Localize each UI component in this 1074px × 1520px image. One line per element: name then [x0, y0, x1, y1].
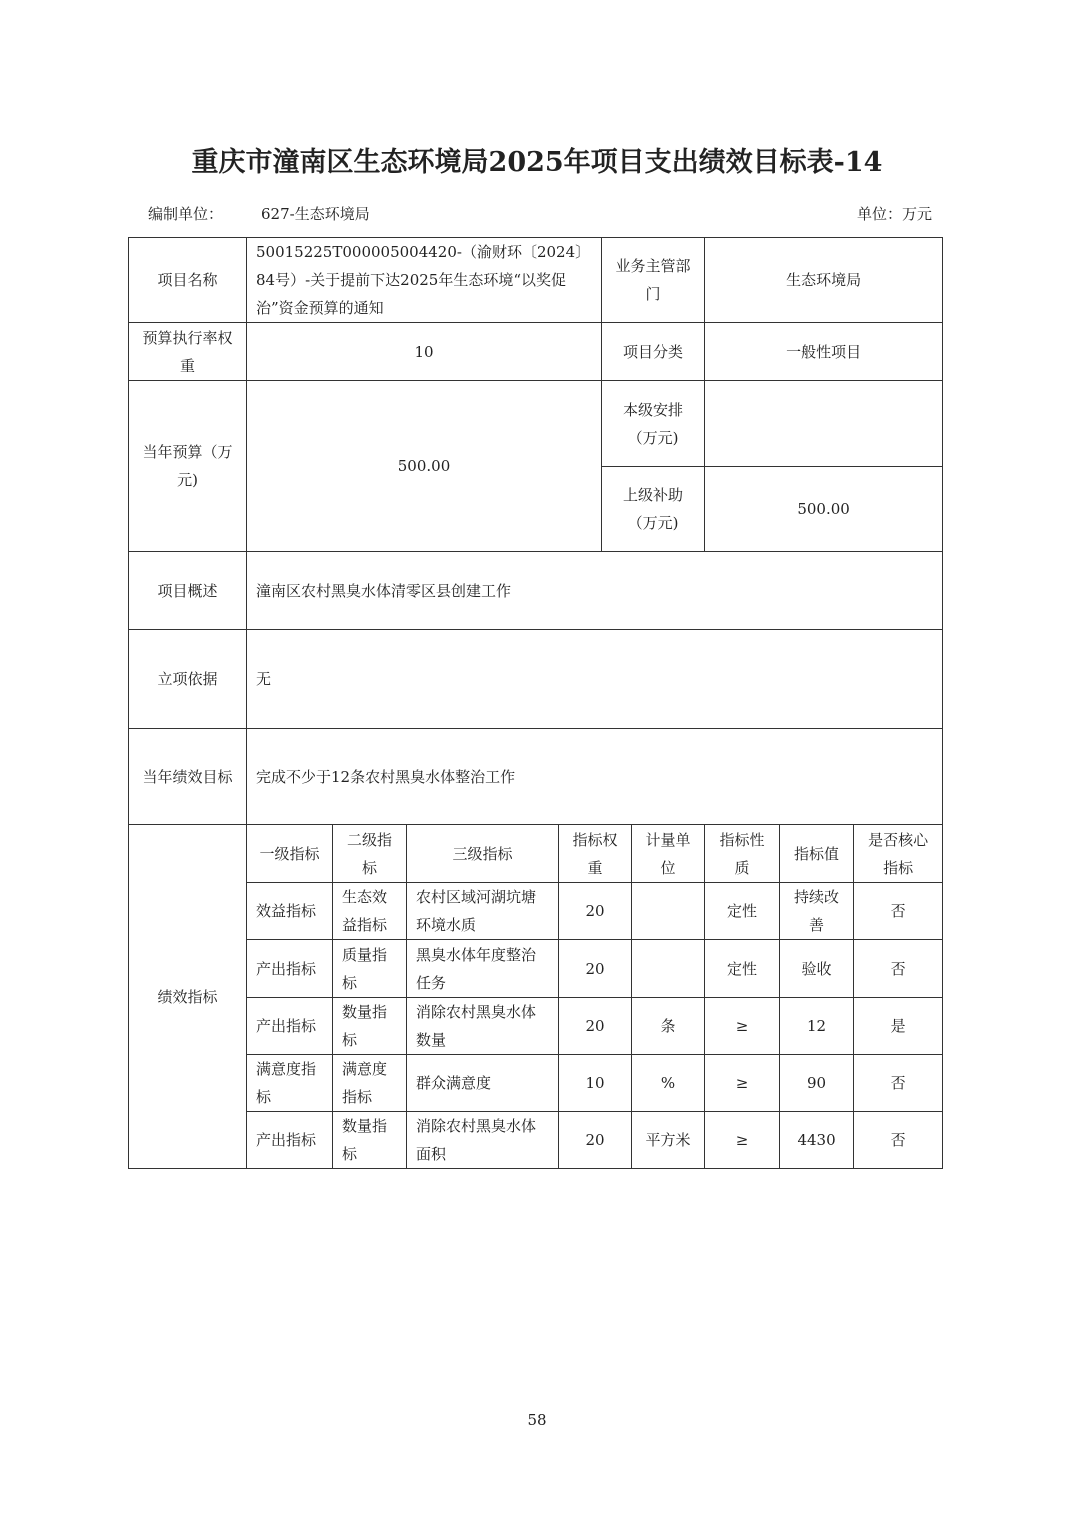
dept-value: 生态环境局	[705, 238, 943, 323]
header-core: 是否核心指标	[854, 825, 943, 883]
budget-value: 500.00	[247, 381, 602, 552]
value-cell: 90	[780, 1055, 854, 1112]
level1-cell: 满意度指标	[247, 1055, 333, 1112]
page-number: 58	[527, 1411, 547, 1429]
overview-value: 潼南区农村黑臭水体清零区县创建工作	[247, 552, 943, 630]
header-level2: 二级指标	[333, 825, 407, 883]
nature-cell: 定性	[705, 883, 780, 940]
level2-cell: 质量指标	[333, 940, 407, 998]
level3-cell: 农村区域河湖坑塘环境水质	[407, 883, 559, 940]
indicator-section-label: 绩效指标	[129, 825, 247, 1169]
value-cell: 4430	[780, 1112, 854, 1169]
nature-cell: 定性	[705, 940, 780, 998]
dept-label: 业务主管部门	[602, 238, 705, 323]
core-cell: 是	[854, 998, 943, 1055]
level3-cell: 消除农村黑臭水体面积	[407, 1112, 559, 1169]
nature-cell: ≥	[705, 998, 780, 1055]
indicator-header-row	[129, 825, 943, 883]
level3-cell: 消除农村黑臭水体数量	[407, 998, 559, 1055]
project-name-row	[129, 238, 943, 323]
weight-cell: 20	[559, 1112, 632, 1169]
budget-label: 当年预算（万元)	[129, 381, 247, 552]
table-row	[129, 883, 943, 940]
table-row	[129, 940, 943, 998]
budget-row-local	[129, 381, 943, 467]
level1-cell: 效益指标	[247, 883, 333, 940]
goal-value: 完成不少于12条农村黑臭水体整治工作	[247, 729, 943, 825]
upper-subsidy-label: 上级补助（万元)	[602, 467, 705, 552]
header-unit: 计量单位	[632, 825, 705, 883]
rate-weight-value: 10	[247, 323, 602, 381]
table-row	[129, 1112, 943, 1169]
value-cell: 持续改善	[780, 883, 854, 940]
level2-cell: 数量指标	[333, 998, 407, 1055]
level1-cell: 产出指标	[247, 1112, 333, 1169]
category-label: 项目分类	[602, 323, 705, 381]
weight-cell: 10	[559, 1055, 632, 1112]
level1-cell: 产出指标	[247, 940, 333, 998]
header-level1: 一级指标	[247, 825, 333, 883]
basis-value: 无	[247, 630, 943, 729]
compiling-unit	[148, 203, 370, 224]
rate-weight-label: 预算执行率权重	[129, 323, 247, 381]
weight-cell: 20	[559, 940, 632, 998]
table-row	[129, 1055, 943, 1112]
performance-target-table	[128, 237, 943, 1169]
unit-cell: 平方米	[632, 1112, 705, 1169]
level3-cell: 群众满意度	[407, 1055, 559, 1112]
compiling-unit-label: 编制单位：	[148, 205, 224, 223]
goal-label: 当年绩效目标	[129, 729, 247, 825]
project-name-label: 项目名称	[129, 238, 247, 323]
nature-cell: ≥	[705, 1055, 780, 1112]
local-arrangement-value	[705, 381, 943, 467]
basis-label: 立项依据	[129, 630, 247, 729]
weight-cell: 20	[559, 883, 632, 940]
local-arrangement-label: 本级安排（万元)	[602, 381, 705, 467]
page-title: 重庆市潼南区生态环境局2025年项目支出绩效目标表-14	[191, 147, 883, 178]
level2-cell: 生态效益指标	[333, 883, 407, 940]
header-nature: 指标性质	[705, 825, 780, 883]
unit-cell	[632, 883, 705, 940]
overview-label: 项目概述	[129, 552, 247, 630]
level2-cell: 数量指标	[333, 1112, 407, 1169]
core-cell: 否	[854, 1055, 943, 1112]
compiling-unit-value: 627-生态环境局	[261, 205, 370, 223]
rate-weight-row	[129, 323, 943, 381]
core-cell: 否	[854, 940, 943, 998]
nature-cell: ≥	[705, 1112, 780, 1169]
value-cell: 验收	[780, 940, 854, 998]
category-value: 一般性项目	[705, 323, 943, 381]
header-level3: 三级指标	[407, 825, 559, 883]
level1-cell: 产出指标	[247, 998, 333, 1055]
goal-row	[129, 729, 943, 825]
value-cell: 12	[780, 998, 854, 1055]
header-weight: 指标权重	[559, 825, 632, 883]
core-cell: 否	[854, 1112, 943, 1169]
table-row	[129, 998, 943, 1055]
basis-row	[129, 630, 943, 729]
project-name-value: 50015225T000005004420-（渝财环〔2024〕84号）-关于提前下达2025年生态环境“以奖促治”资金预算的通知	[247, 238, 602, 323]
currency-unit: 单位：万元	[856, 205, 932, 223]
header-value: 指标值	[780, 825, 854, 883]
level2-cell: 满意度指标	[333, 1055, 407, 1112]
unit-cell: 条	[632, 998, 705, 1055]
weight-cell: 20	[559, 998, 632, 1055]
core-cell: 否	[854, 883, 943, 940]
upper-subsidy-value: 500.00	[705, 467, 943, 552]
level3-cell: 黑臭水体年度整治任务	[407, 940, 559, 998]
unit-cell	[632, 940, 705, 998]
unit-cell: %	[632, 1055, 705, 1112]
overview-row	[129, 552, 943, 630]
